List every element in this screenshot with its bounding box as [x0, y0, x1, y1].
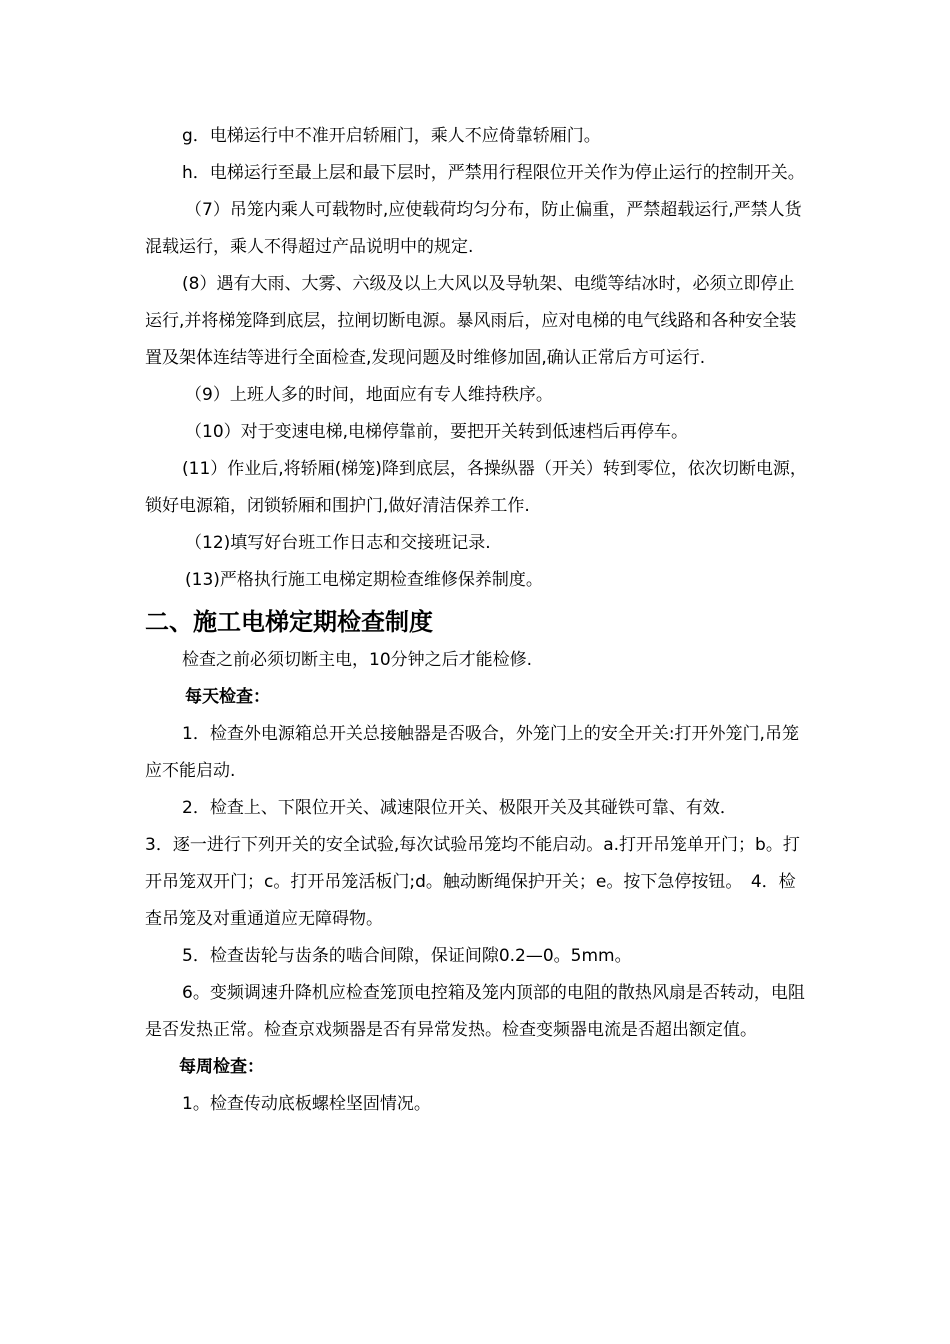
paragraph-9: （9）上班人多的时间，地面应有专人维持秩序。 [185, 385, 553, 405]
daily-item-3: 3．逐一进行下列开关的安全试验,每次试验吊笼均不能启动。a.打开吊笼单开门；b。打开吊笼双开门；c。打开吊笼活板门;d。触动断绳保护开关；e。按下急停按钮。 4．检查吊笼及对重通道应无障碍物。 [145, 835, 800, 929]
paragraph-12: （12)填写好台班工作日志和交接班记录. [185, 533, 491, 553]
section-intro: 检查之前必须切断主电，10分钟之后才能检修. [182, 650, 533, 670]
section-heading: 二、施工电梯定期检查制度 [145, 608, 433, 636]
weekly-item-1: 1。检查传动底板螺栓坚固情况。 [182, 1094, 431, 1114]
daily-item-1: 1．检查外电源箱总开关总接触器是否吸合，外笼门上的安全开关:打开外笼门,吊笼应不能启动. [145, 724, 799, 781]
daily-item-2: 2．检查上、下限位开关、减速限位开关、极限开关及其碰铁可靠、有效． [182, 798, 737, 818]
paragraph-8: (8）遇有大雨、大雾、六级及以上大风以及导轨架、电缆等结冰时，必须立即停止运行,并将梯笼降到底层，拉闸切断电源。暴风雨后，应对电梯的电气线路和各种安全装置及架体连结等进行全面检查,发现问题及时维修加固,确认正常后方可运行. [145, 274, 797, 368]
paragraph-10: （10）对于变速电梯,电梯停靠前，要把开关转到低速档后再停车。 [185, 422, 689, 442]
paragraph-7: （7）吊笼内乘人可载物时,应使载荷均匀分布，防止偏重，严禁超载运行,严禁人货混载运行，乘人不得超过产品说明中的规定. [145, 200, 802, 257]
paragraph-11: (11）作业后,将轿厢(梯笼)降到底层，各操纵器（开关）转到零位，依次切断电源，锁好电源箱，闭锁轿厢和围护门,做好清洁保养工作. [145, 459, 807, 516]
paragraph-g: g．电梯运行中不准开启轿厢门，乘人不应倚靠轿厢门。 [182, 126, 601, 146]
daily-check-heading: 每天检查： [185, 687, 270, 707]
document-body [145, 118, 810, 1123]
daily-item-6: 6。变频调速升降机应检查笼顶电控箱及笼内顶部的电阻的散热风扇是否转动，电阻是否发热正常。检查京戏频器是否有异常发热。检查变频器电流是否超出额定值。 [145, 983, 805, 1040]
daily-item-5: 5．检查齿轮与齿条的啮合间隙，保证间隙0.2—0。5mm。 [182, 946, 632, 966]
weekly-check-heading: 每周检查： [179, 1057, 264, 1077]
paragraph-13: (13)严格执行施工电梯定期检查维修保养制度。 [185, 570, 543, 590]
paragraph-h: h．电梯运行至最上层和最下层时，严禁用行程限位开关作为停止运行的控制开关。 [182, 163, 805, 183]
